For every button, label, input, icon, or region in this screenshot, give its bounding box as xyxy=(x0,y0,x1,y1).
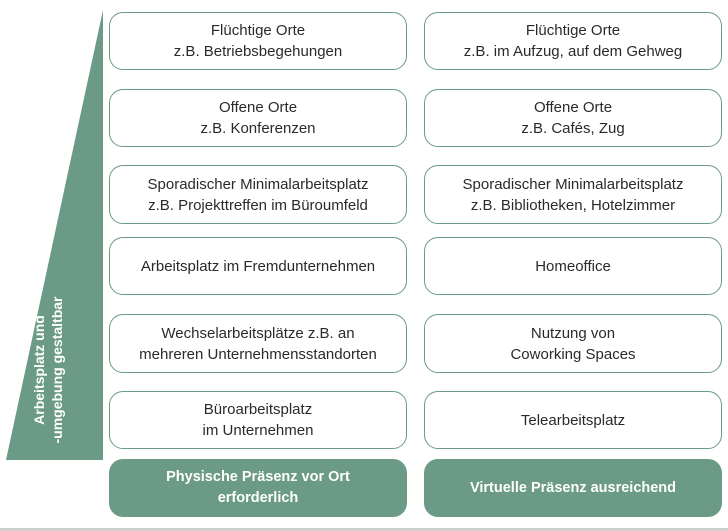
box-text-line: Arbeitsplatz im Fremdunternehmen xyxy=(140,257,376,275)
box-right-minimalarbeitsplatz xyxy=(424,165,722,224)
footer-text-line: Physische Präsenz vor Ort xyxy=(166,469,350,485)
box-text-line: z.B. Konferenzen xyxy=(200,120,316,137)
box-left-offene-orte xyxy=(109,89,407,147)
box-text-line: Flüchtige Orte xyxy=(210,22,306,39)
box-text-line: z.B. Cafés, Zug xyxy=(521,120,625,137)
box-text-line: Coworking Spaces xyxy=(510,345,636,363)
box-right-offene-orte xyxy=(424,89,722,147)
footer-text-line: Virtuelle Präsenz ausreichend xyxy=(469,479,677,496)
box-right-fluechtige-orte xyxy=(424,12,722,70)
box-text-line: Offene Orte xyxy=(218,99,298,116)
box-text-line: z.B. im Aufzug, auf dem Gehweg xyxy=(463,43,683,60)
footer-text-line: erforderlich xyxy=(217,490,299,506)
box-left-minimalarbeitsplatz xyxy=(109,165,407,224)
box-text-line: Offene Orte xyxy=(533,99,613,116)
box-left-fremdunternehmen xyxy=(109,237,407,295)
box-text-line: Flüchtige Orte xyxy=(525,22,621,39)
box-text-line: Telearbeitsplatz xyxy=(520,411,626,429)
box-text-line: z.B. Projekttreffen im Büroumfeld xyxy=(148,196,368,214)
footer-virtuelle-praesenz xyxy=(424,459,722,517)
footer-physische-praesenz xyxy=(109,459,407,517)
box-right-homeoffice xyxy=(424,237,722,295)
axis-label-line-2: -umgebung gestaltbar xyxy=(49,296,65,444)
box-text-line: Büroarbeitsplatz xyxy=(203,401,313,418)
axis-label-line-1: Arbeitsplatz und xyxy=(31,315,47,425)
box-text-line: Sporadischer Minimalarbeitsplatz xyxy=(147,175,369,193)
box-left-fluechtige-orte xyxy=(109,12,407,70)
box-left-wechselarbeitsplaetze xyxy=(109,314,407,373)
box-text-line: mehreren Unternehmensstandorten xyxy=(139,345,377,363)
box-text-line: Nutzung von xyxy=(530,324,616,342)
box-text-line: z.B. Betriebsbegehungen xyxy=(173,43,343,60)
box-text-line: Homeoffice xyxy=(535,257,611,275)
axis-label xyxy=(30,296,66,443)
box-text-line: Wechselarbeitsplätze z.B. an xyxy=(161,324,355,342)
box-text-line: im Unternehmen xyxy=(202,422,314,439)
box-text-line: z.B. Bibliotheken, Hotelzimmer xyxy=(470,196,676,214)
box-text-line: Sporadischer Minimalarbeitsplatz xyxy=(462,175,684,193)
box-right-telearbeitsplatz xyxy=(424,391,722,449)
box-right-coworking xyxy=(424,314,722,373)
box-left-bueroarbeitsplatz xyxy=(109,391,407,449)
